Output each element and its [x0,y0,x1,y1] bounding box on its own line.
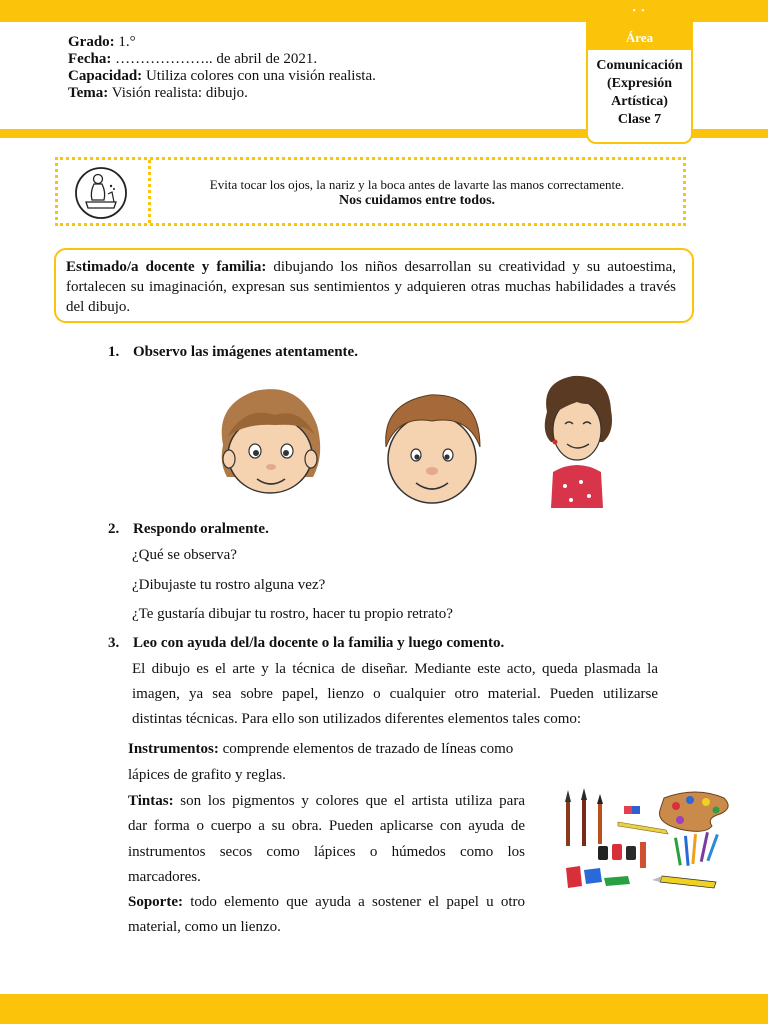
tintas-label: Tintas: [128,793,174,809]
tema-value: Visión realista: dibujo. [108,85,248,101]
area-subject [588,57,691,129]
soporte-line-2: material, como un lienzo. [128,919,281,935]
area-line-1: Comunicación [596,58,683,73]
grado-row [68,34,376,51]
notice-text: Evita tocar los ojos, la nariz y la boca antes de lavarte las manos correctamente. [209,177,625,192]
grado-value: 1.° [114,34,136,50]
reading-line-2: imagen, ya sea sobre papel, lienzo o cualquier otro material. Pueden utilizarse [132,686,658,702]
handwashing-icon [74,166,128,220]
soporte-line-1 [128,894,525,911]
question-3: ¿Te gustaría dibujar tu rostro, hacer tu propio retrato? [132,606,453,622]
bottom-yellow-band [0,994,768,1024]
tema-row [68,85,376,102]
area-header [588,0,691,50]
tintas-text-1: son los pigmentos y colores que el artista utiliza para [173,793,525,809]
step-1 [108,344,358,361]
area-line-4: Clase 7 [617,112,662,127]
soporte-label: Soporte: [128,894,183,910]
tintas-line-4: marcadores. [128,869,201,885]
area-box [586,0,693,144]
step-2-number: 2. [108,521,120,537]
header-info [68,34,376,102]
tema-label: Tema: [68,85,109,101]
fecha-label: Fecha: [68,51,112,67]
grado-label: Grado: [68,34,115,50]
fecha-value: ……………….. de abril de 2021. [111,51,318,67]
notice-slogan: Nos cuidamos entre todos. [338,193,496,208]
soporte-text-1: todo elemento que ayuda a sostener el papel u otro [183,894,525,910]
capacidad-row [68,68,376,85]
tintas-line-3: instrumentos secos como lápices o húmedos como los [128,844,525,860]
question-1: ¿Qué se observa? [132,547,237,563]
step-3-title: Leo con ayuda del/la docente o la familia y luego comento. [133,635,505,651]
girl-face-image [205,385,335,500]
reading-line-1: El dibujo es el arte y la técnica de diseñar. Mediante este acto, queda plasmada la [132,661,658,677]
capacidad-label: Capacidad: [68,68,143,84]
note-label: Estimado/a docente y familia: [66,259,267,275]
question-2: ¿Dibujaste tu rostro alguna vez? [132,577,326,593]
tintas-line-1 [128,793,525,810]
art-tools-image [556,784,732,896]
reading-line-3: distintas técnicas. Para ello son utilizados diferentes elementos tales como: [132,711,582,727]
instrumentos-line-2: lápices de grafito y reglas. [128,767,286,783]
step-1-number: 1. [108,344,120,360]
decorative-dots: • • [632,6,647,15]
area-line-2: (Expresión [606,76,673,91]
step-3-number: 3. [108,635,120,651]
step-2 [108,521,269,538]
instrumentos-text-1: comprende elementos de trazado de líneas como [218,741,514,757]
instrumentos-label: Instrumentos: [128,741,219,757]
capacidad-value: Utiliza colores con una visión realista. [142,68,376,84]
boy-face-image [372,385,492,507]
fecha-row [68,51,376,68]
note-text: dibujando los niños desarrollan su creatividad y su autoestima, fortalecen su imaginación, expresan sus sentimientos y adquieren otras muchas habilidades a través del dibujo. [66,259,677,315]
area-line-3: Artística) [611,94,668,109]
step-3 [108,635,504,652]
tintas-line-2: dar forma o cuerpo a su obra. Pueden aplicarse con ayuda de [128,818,525,834]
instrumentos-line-1 [128,741,513,758]
step-2-title: Respondo oralmente. [133,521,269,537]
family-note-box [54,248,694,323]
woman-portrait-image [537,372,617,508]
area-title: Área [625,30,654,45]
step-1-title: Observo las imágenes atentamente. [133,344,358,360]
